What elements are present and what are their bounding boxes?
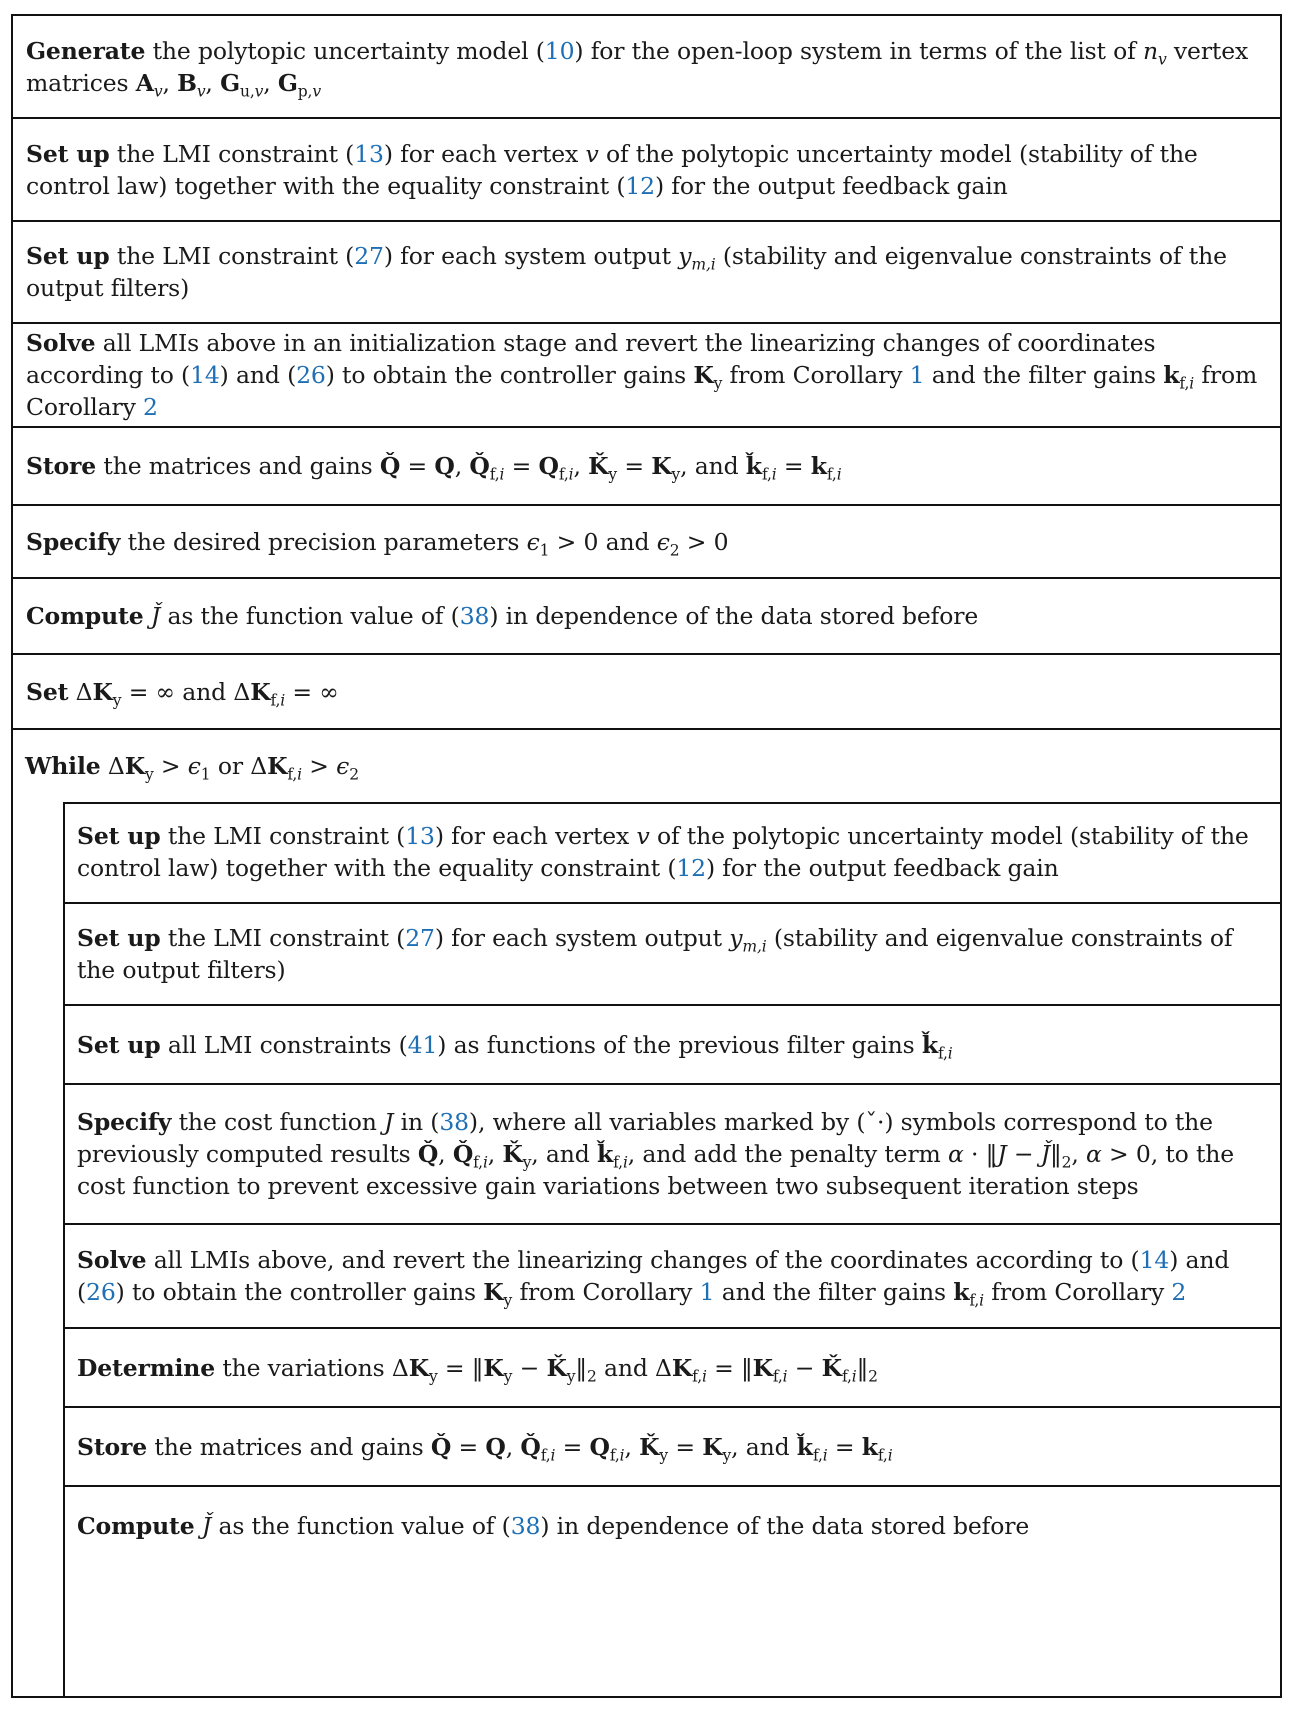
step-text: ) for the output feedback gain <box>654 171 1008 200</box>
loop-step-specify-cost <box>63 1085 1280 1225</box>
step-text: ) in dependence of the data stored before <box>540 1512 1030 1540</box>
math-store-assignments: Q̌ = Q, $Q̌_{f,i} = Q_{f,i}$, $Ǩ_y = K_y$, and $ǩ_{f,i} = k_{f,i}$ <box>379 452 842 484</box>
keyword-specify: Specify <box>26 527 121 556</box>
step-text: the LMI constraint ( <box>160 924 406 952</box>
math-Ky: $K_y$ <box>483 1278 513 1310</box>
math-penalty-term: α · ‖J − $J̌‖_2$, α > 0 <box>947 1140 1151 1172</box>
math-J: J <box>384 1108 394 1136</box>
equation-ref-26[interactable]: 26 <box>296 361 326 389</box>
step-text: and the filter gains <box>924 361 1164 389</box>
step-text: and <box>598 527 657 556</box>
math-eps2: $\epsilon_2 > 0$ <box>656 527 729 560</box>
equation-ref-38[interactable]: 38 <box>439 1108 469 1136</box>
step-compute-j <box>13 579 1280 655</box>
step-text: ) for the open-loop system in terms of the list of <box>574 36 1143 65</box>
corollary-ref-1[interactable]: 1 <box>909 361 925 389</box>
math-eps1: $\epsilon_1 > 0$ <box>526 527 599 560</box>
step-text: ) as functions of the previous filter gains <box>437 1030 922 1059</box>
keyword-set: Set <box>26 677 69 706</box>
keyword-solve: Solve <box>77 1246 147 1274</box>
loop-step-setup-lmi-27 <box>63 904 1280 1006</box>
loop-step-store <box>63 1408 1280 1487</box>
equation-ref-38[interactable]: 38 <box>510 1512 541 1540</box>
step-text: in ( <box>393 1108 440 1136</box>
step-text: and <box>596 1353 656 1382</box>
step-text: from Corollary <box>983 1278 1172 1306</box>
step-text: , and add the penalty term <box>627 1140 948 1168</box>
equation-ref-14[interactable]: 14 <box>190 361 220 389</box>
step-text: as the function value of ( <box>160 602 460 630</box>
step-text: and <box>174 677 234 706</box>
step-text: the LMI constraint ( <box>109 242 355 270</box>
keyword-while: While <box>25 752 101 780</box>
step-text: the matrices and gains <box>96 452 380 480</box>
step-text: the LMI constraint ( <box>109 139 355 168</box>
keyword-set-up: Set up <box>26 242 110 270</box>
step-text: ) for each vertex <box>383 139 586 168</box>
step-text: of the polytopic uncertainty model (stability of the control law) together with the equality constraint ( <box>26 139 1198 200</box>
step-text: the matrices and gains <box>147 1432 431 1461</box>
keyword-compute: Compute <box>77 1512 195 1540</box>
step-setup-lmi-27 <box>13 222 1280 324</box>
step-store-gains <box>13 428 1280 506</box>
loop-step-compute-j <box>63 1487 1280 1565</box>
step-text: vertex matrices <box>26 36 1249 97</box>
step-text: ) to obtain the controller gains <box>115 1278 484 1306</box>
while-loop-header <box>13 730 1280 802</box>
equation-ref-10[interactable]: 10 <box>544 36 575 65</box>
equation-ref-26[interactable]: 26 <box>86 1278 116 1306</box>
equation-ref-13[interactable]: 13 <box>405 822 435 850</box>
step-text: as the function value of ( <box>211 1512 511 1540</box>
math-kfi-check: $ǩ_{f,i}$ <box>921 1030 953 1063</box>
equation-ref-12[interactable]: 12 <box>676 854 706 882</box>
step-text: ) for each system output <box>434 924 730 952</box>
step-text: all LMIs above in an initialization stage and revert the linearizing changes of coordinates according to ( <box>26 329 1156 389</box>
keyword-determine: Determine <box>77 1353 215 1382</box>
step-text: ) for each vertex <box>434 822 637 850</box>
math-v: v <box>636 822 650 850</box>
step-text: from Corollary <box>722 361 910 389</box>
loop-step-setup-lmi-13 <box>63 802 1280 904</box>
step-text: all LMIs above, and revert the linearizing changes of the coordinates according to ( <box>146 1246 1140 1274</box>
math-nv: $n_v$ <box>1143 36 1167 69</box>
math-delta-Kfi-inf: $\Delta K_{f,i}$ = ∞ <box>233 677 339 710</box>
keyword-compute: Compute <box>26 602 144 630</box>
step-text: ) for the output feedback gain <box>705 854 1059 882</box>
step-text: , to the cost function to prevent excessive gain variations between two subsequent iteration steps <box>77 1140 1235 1200</box>
math-vertex-matrices: $A_v$, $B_v$, $G_{u,v}$, $G_{p,v}$ <box>135 68 321 101</box>
step-text: (stability and eigenvalue constraints of the output filters) <box>77 924 1233 984</box>
math-while-cond-2: $\Delta K_{f,i} > \epsilon_2$ <box>250 752 359 784</box>
math-J-check: J̌ <box>201 1512 212 1540</box>
step-text: symbols correspond to the previously computed results <box>77 1108 1213 1168</box>
step-set-delta <box>13 655 1280 730</box>
corollary-ref-2[interactable]: 2 <box>143 393 158 421</box>
equation-ref-27[interactable]: 27 <box>354 242 384 270</box>
keyword-solve: Solve <box>26 329 96 357</box>
math-J-check: J̌ <box>150 602 161 630</box>
keyword-set-up: Set up <box>77 822 161 850</box>
equation-ref-38[interactable]: 38 <box>459 602 490 630</box>
loop-step-determine <box>63 1329 1280 1408</box>
math-while-cond-1: $\Delta K_y > \epsilon_1$ <box>107 752 211 784</box>
step-text: from Corollary <box>512 1278 700 1306</box>
math-ym-i: $y_{m,i}$ <box>729 924 767 956</box>
math-previous-results: Q̌, $Q̌_{f,i}$, $Ǩ_y$, and $ǩ_{f,i}$ <box>417 1140 628 1172</box>
step-text: of the polytopic uncertainty model (stability of the control law) together with the equality constraint ( <box>77 822 1249 882</box>
math-kfi: $k_{f,i}$ <box>953 1278 984 1310</box>
step-text: (stability and eigenvalue constraints of the output filters) <box>26 242 1227 302</box>
step-text: or <box>210 752 251 780</box>
corollary-ref-1[interactable]: 1 <box>699 1278 715 1306</box>
step-specify-precision <box>13 506 1280 579</box>
math-Ky: $K_y$ <box>693 361 723 393</box>
algorithm-flow-diagram <box>11 14 1282 1698</box>
math-store-assignments: Q̌ = Q, $Q̌_{f,i} = Q_{f,i}$, $Ǩ_y = K_y$, and $ǩ_{f,i} = k_{f,i}$ <box>430 1432 893 1465</box>
math-ym-i: $y_{m,i}$ <box>678 242 716 274</box>
step-text: ) and ( <box>77 1246 1230 1306</box>
step-text: ), where all variables marked by <box>468 1108 857 1136</box>
math-delta-Kfi-norm: $\Delta K_{f,i}$ = $‖K_{f,i}$ − $Ǩ_{f,i}‖_2$ <box>655 1353 878 1386</box>
equation-ref-14[interactable]: 14 <box>1139 1246 1170 1274</box>
math-kfi: $k_{f,i}$ <box>1163 361 1195 393</box>
step-generate-model <box>13 16 1280 119</box>
step-solve-initialization <box>13 324 1280 428</box>
math-check-symbol: (ˇ·) <box>856 1108 894 1136</box>
keyword-set-up: Set up <box>26 139 110 168</box>
step-setup-lmi-13 <box>13 119 1280 222</box>
step-text: from Corollary <box>26 361 1258 421</box>
loop-step-setup-lmi-41 <box>63 1006 1280 1085</box>
equation-ref-27[interactable]: 27 <box>405 924 435 952</box>
step-text: the desired precision parameters <box>120 527 527 556</box>
loop-step-solve <box>63 1225 1280 1329</box>
step-text: ) and ( <box>219 361 297 389</box>
keyword-store: Store <box>26 452 97 480</box>
math-delta-Ky-inf: $\Delta K_y$ = ∞ <box>75 677 175 710</box>
keyword-generate: Generate <box>26 36 146 65</box>
step-text: the cost function <box>171 1108 385 1136</box>
equation-ref-41[interactable]: 41 <box>407 1030 438 1059</box>
equation-ref-12[interactable]: 12 <box>625 171 655 200</box>
keyword-set-up: Set up <box>77 1030 161 1059</box>
step-text: and the filter gains <box>714 1278 954 1306</box>
corollary-ref-2[interactable]: 2 <box>1171 1278 1187 1306</box>
keyword-specify: Specify <box>77 1108 172 1136</box>
step-text: ) in dependence of the data stored before <box>489 602 979 630</box>
step-text: the polytopic uncertainty model ( <box>145 36 545 65</box>
keyword-set-up: Set up <box>77 924 161 952</box>
step-text: all LMI constraints ( <box>160 1030 408 1059</box>
step-text: ) for each system output <box>383 242 679 270</box>
equation-ref-13[interactable]: 13 <box>354 139 384 168</box>
step-text: the LMI constraint ( <box>160 822 406 850</box>
keyword-store: Store <box>77 1432 148 1461</box>
step-text: ) to obtain the controller gains <box>325 361 694 389</box>
step-text: the variations <box>215 1353 392 1382</box>
math-delta-Ky-norm: $\Delta K_y$ = $‖K_y$ − $Ǩ_y‖_2$ <box>391 1353 597 1386</box>
math-v: v <box>585 139 599 168</box>
